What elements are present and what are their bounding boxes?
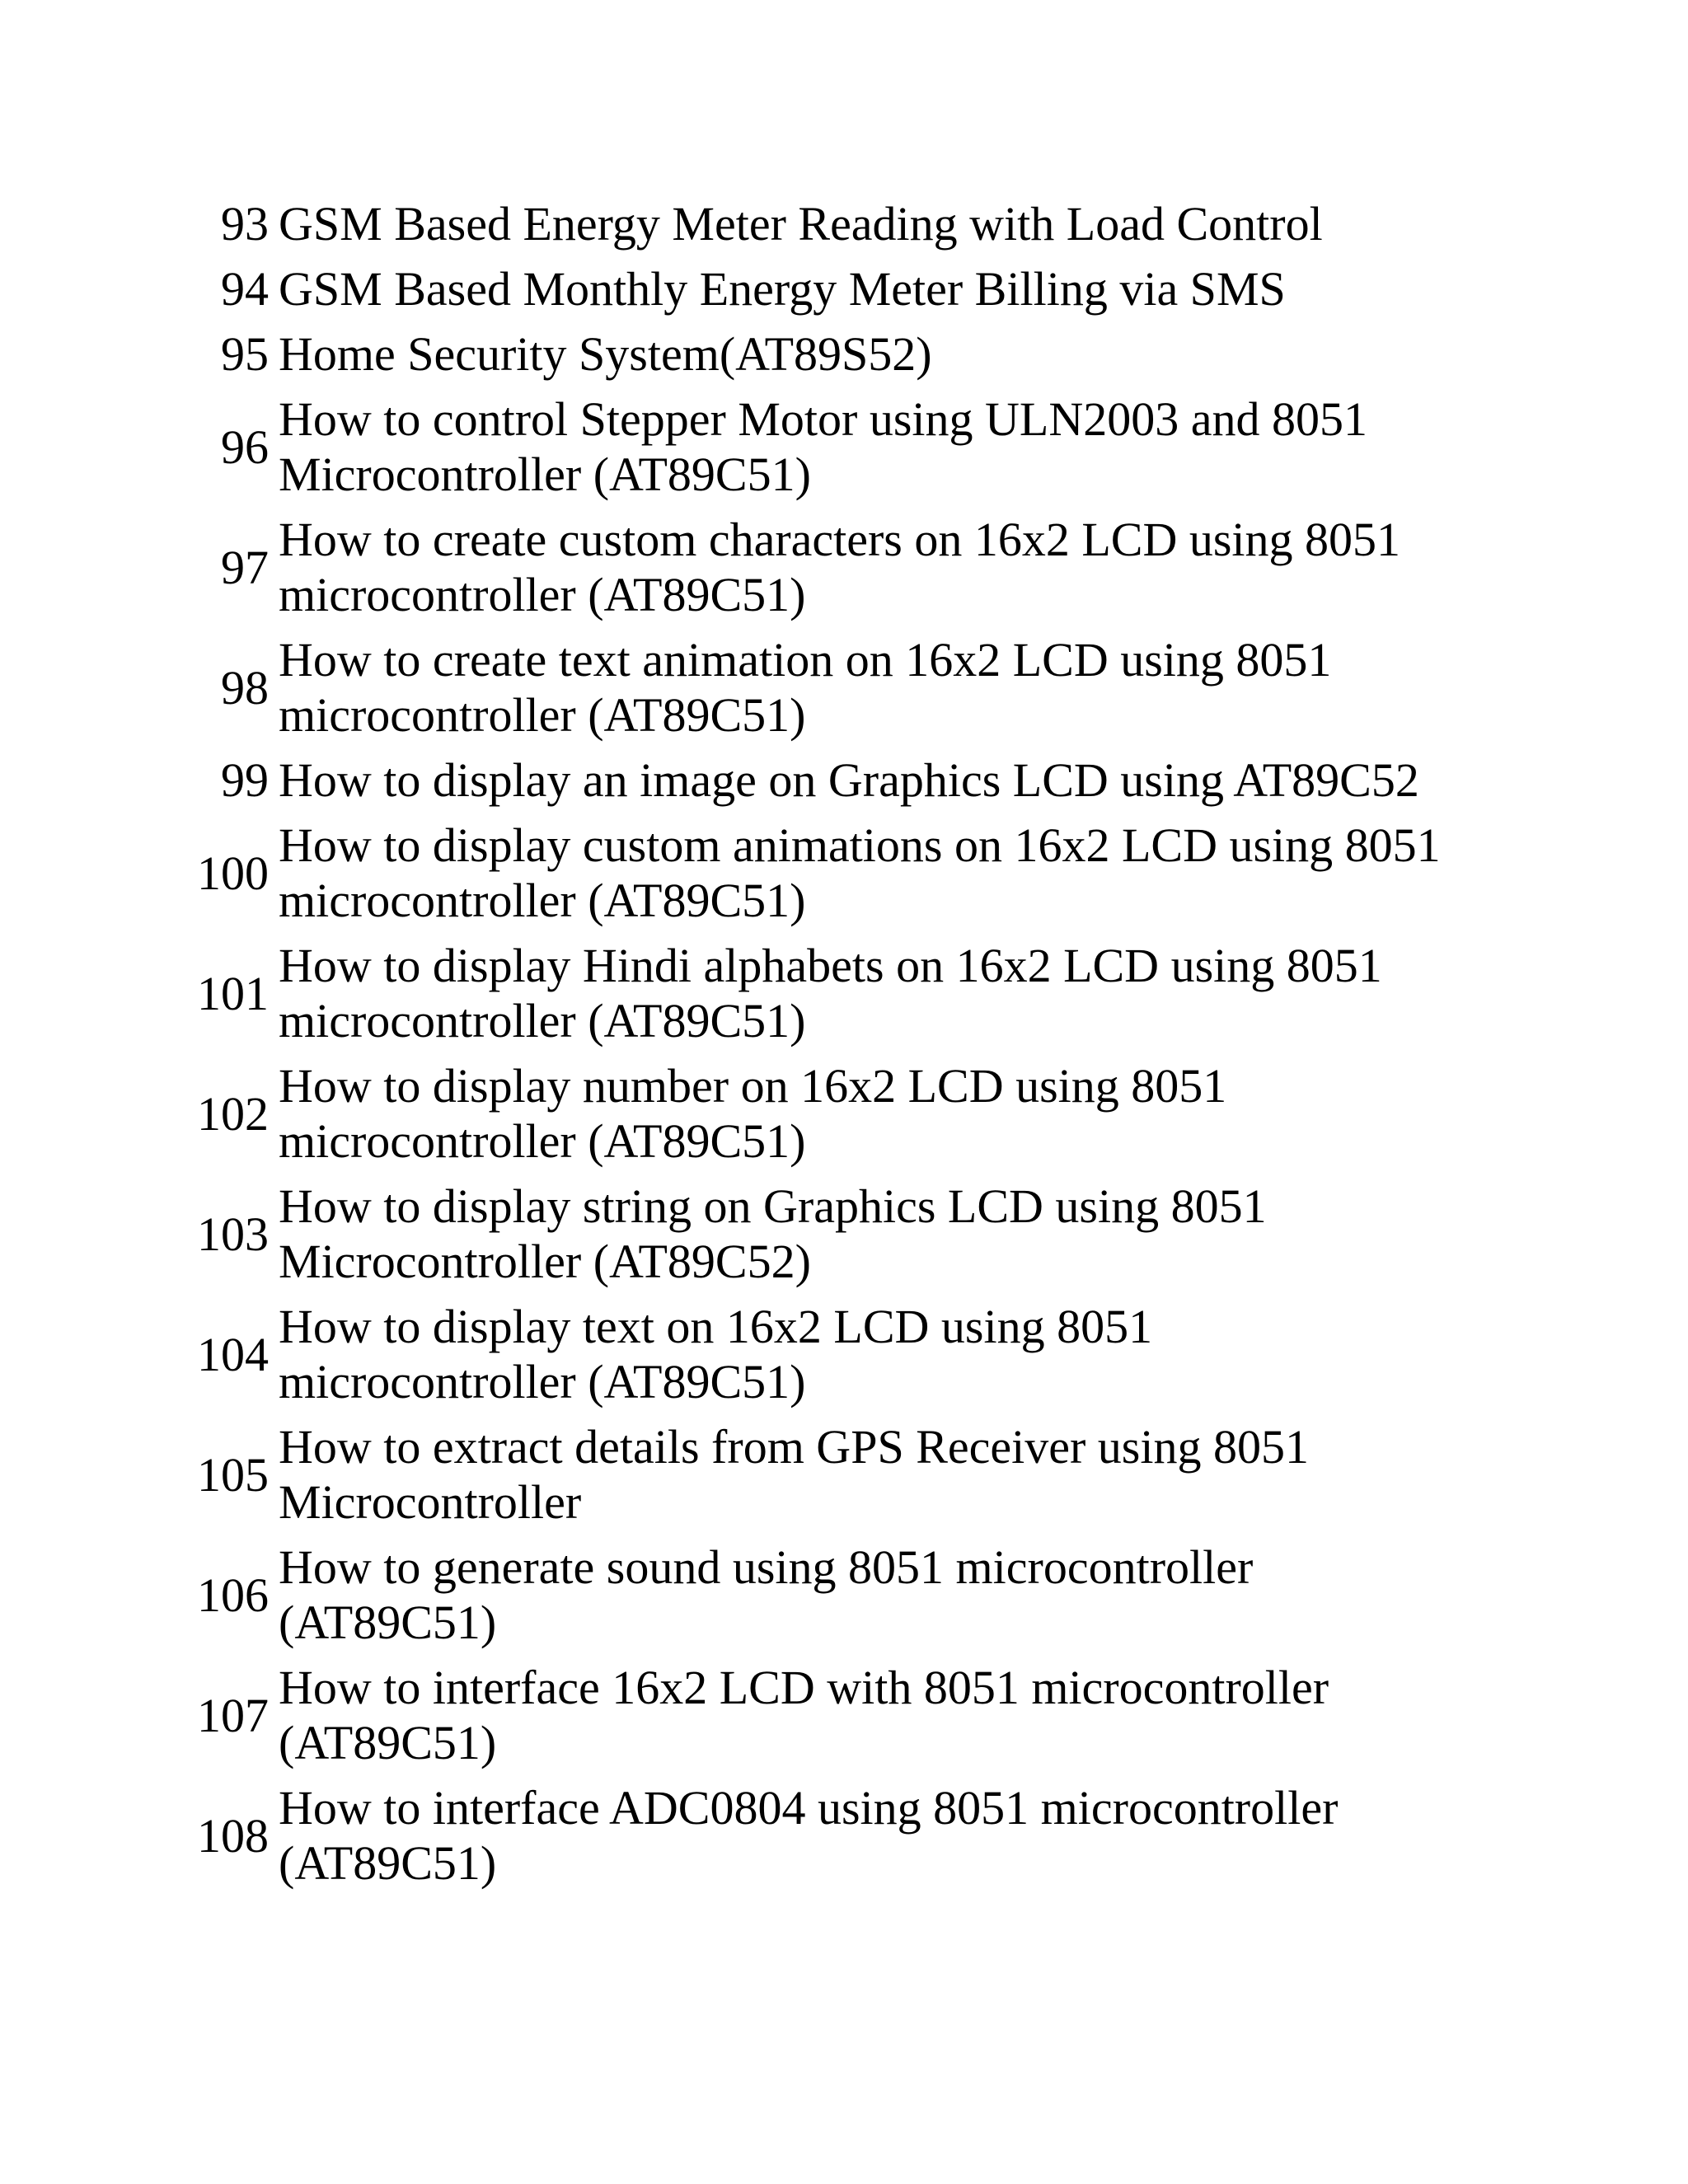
item-title-line: (AT89C51) — [279, 1836, 497, 1890]
item-number: 93 — [221, 197, 269, 251]
item-title-line: How to display string on Graphics LCD using 8051 — [279, 1179, 1267, 1233]
item-title — [279, 1419, 1518, 1530]
list-item — [183, 1299, 1518, 1409]
item-title — [279, 391, 1518, 502]
item-title-line: microcontroller (AT89C51) — [279, 1114, 806, 1168]
item-title-line: How to interface 16x2 LCD with 8051 microcontroller — [279, 1661, 1329, 1714]
item-number: 100 — [197, 846, 269, 900]
item-number: 106 — [197, 1568, 269, 1622]
list-item — [183, 1058, 1518, 1169]
item-title-line: (AT89C51) — [279, 1596, 497, 1649]
item-title — [279, 1660, 1518, 1770]
item-title — [279, 326, 1518, 382]
item-number: 98 — [221, 660, 269, 715]
item-title-line: microcontroller (AT89C51) — [279, 688, 806, 742]
list-item — [183, 196, 1518, 251]
item-title — [279, 261, 1518, 316]
item-number: 94 — [221, 262, 269, 316]
item-number: 101 — [197, 966, 269, 1020]
item-title-line: microcontroller (AT89C51) — [279, 568, 806, 621]
list-item — [183, 938, 1518, 1048]
item-title-line: How to extract details from GPS Receiver using 8051 — [279, 1420, 1309, 1474]
item-number: 108 — [197, 1808, 269, 1863]
item-title — [279, 632, 1518, 743]
project-list — [183, 196, 1518, 1900]
item-title-line: GSM Based Monthly Energy Meter Billing via SMS — [279, 262, 1286, 316]
list-item — [183, 1419, 1518, 1530]
list-item — [183, 632, 1518, 743]
item-title — [279, 1058, 1518, 1169]
item-title-line: microcontroller (AT89C51) — [279, 994, 806, 1047]
list-item — [183, 1660, 1518, 1770]
item-title-line: How to display number on 16x2 LCD using 8051 — [279, 1059, 1227, 1113]
item-title-line: How to display text on 16x2 LCD using 8051 — [279, 1300, 1153, 1353]
item-title — [279, 752, 1518, 808]
item-title — [279, 818, 1518, 928]
item-number: 103 — [197, 1207, 269, 1261]
item-title-line: microcontroller (AT89C51) — [279, 1355, 806, 1408]
item-title-line: Microcontroller (AT89C52) — [279, 1235, 811, 1288]
item-title-line: microcontroller (AT89C51) — [279, 874, 806, 927]
item-title — [279, 512, 1518, 622]
item-number: 97 — [221, 540, 269, 594]
list-item — [183, 1540, 1518, 1650]
item-title-line: GSM Based Energy Meter Reading with Load Control — [279, 197, 1323, 251]
list-item — [183, 818, 1518, 928]
item-title-line: How to generate sound using 8051 microcontroller — [279, 1540, 1254, 1594]
list-item — [183, 752, 1518, 808]
list-item — [183, 261, 1518, 316]
item-title-line: How to create custom characters on 16x2 LCD using 8051 — [279, 513, 1401, 566]
list-item — [183, 391, 1518, 502]
item-title — [279, 1540, 1518, 1650]
item-title-line: How to control Stepper Motor using ULN2003 and 8051 — [279, 392, 1367, 446]
list-item — [183, 1780, 1518, 1891]
item-number: 95 — [221, 327, 269, 381]
item-title — [279, 1299, 1518, 1409]
item-number: 99 — [221, 753, 269, 807]
item-title-line: How to display Hindi alphabets on 16x2 LCD using 8051 — [279, 939, 1382, 992]
item-number: 102 — [197, 1086, 269, 1141]
item-title — [279, 938, 1518, 1048]
list-item — [183, 1179, 1518, 1289]
item-title-line: (AT89C51) — [279, 1716, 497, 1769]
item-number: 96 — [221, 419, 269, 474]
item-title-line: How to display custom animations on 16x2 LCD using 8051 — [279, 818, 1441, 872]
item-title — [279, 1780, 1518, 1891]
item-title-line: How to create text animation on 16x2 LCD using 8051 — [279, 633, 1332, 687]
item-title-line: How to interface ADC0804 using 8051 microcontroller — [279, 1781, 1339, 1835]
list-item — [183, 512, 1518, 622]
item-title-line: Home Security System(AT89S52) — [279, 327, 932, 381]
list-item — [183, 326, 1518, 382]
item-title-line: Microcontroller — [279, 1475, 582, 1529]
item-title-line: Microcontroller (AT89C51) — [279, 448, 811, 501]
item-title — [279, 196, 1518, 251]
item-number: 104 — [197, 1327, 269, 1381]
item-number: 105 — [197, 1447, 269, 1502]
item-title — [279, 1179, 1518, 1289]
item-number: 107 — [197, 1688, 269, 1742]
item-title-line: How to display an image on Graphics LCD using AT89C52 — [279, 753, 1419, 807]
